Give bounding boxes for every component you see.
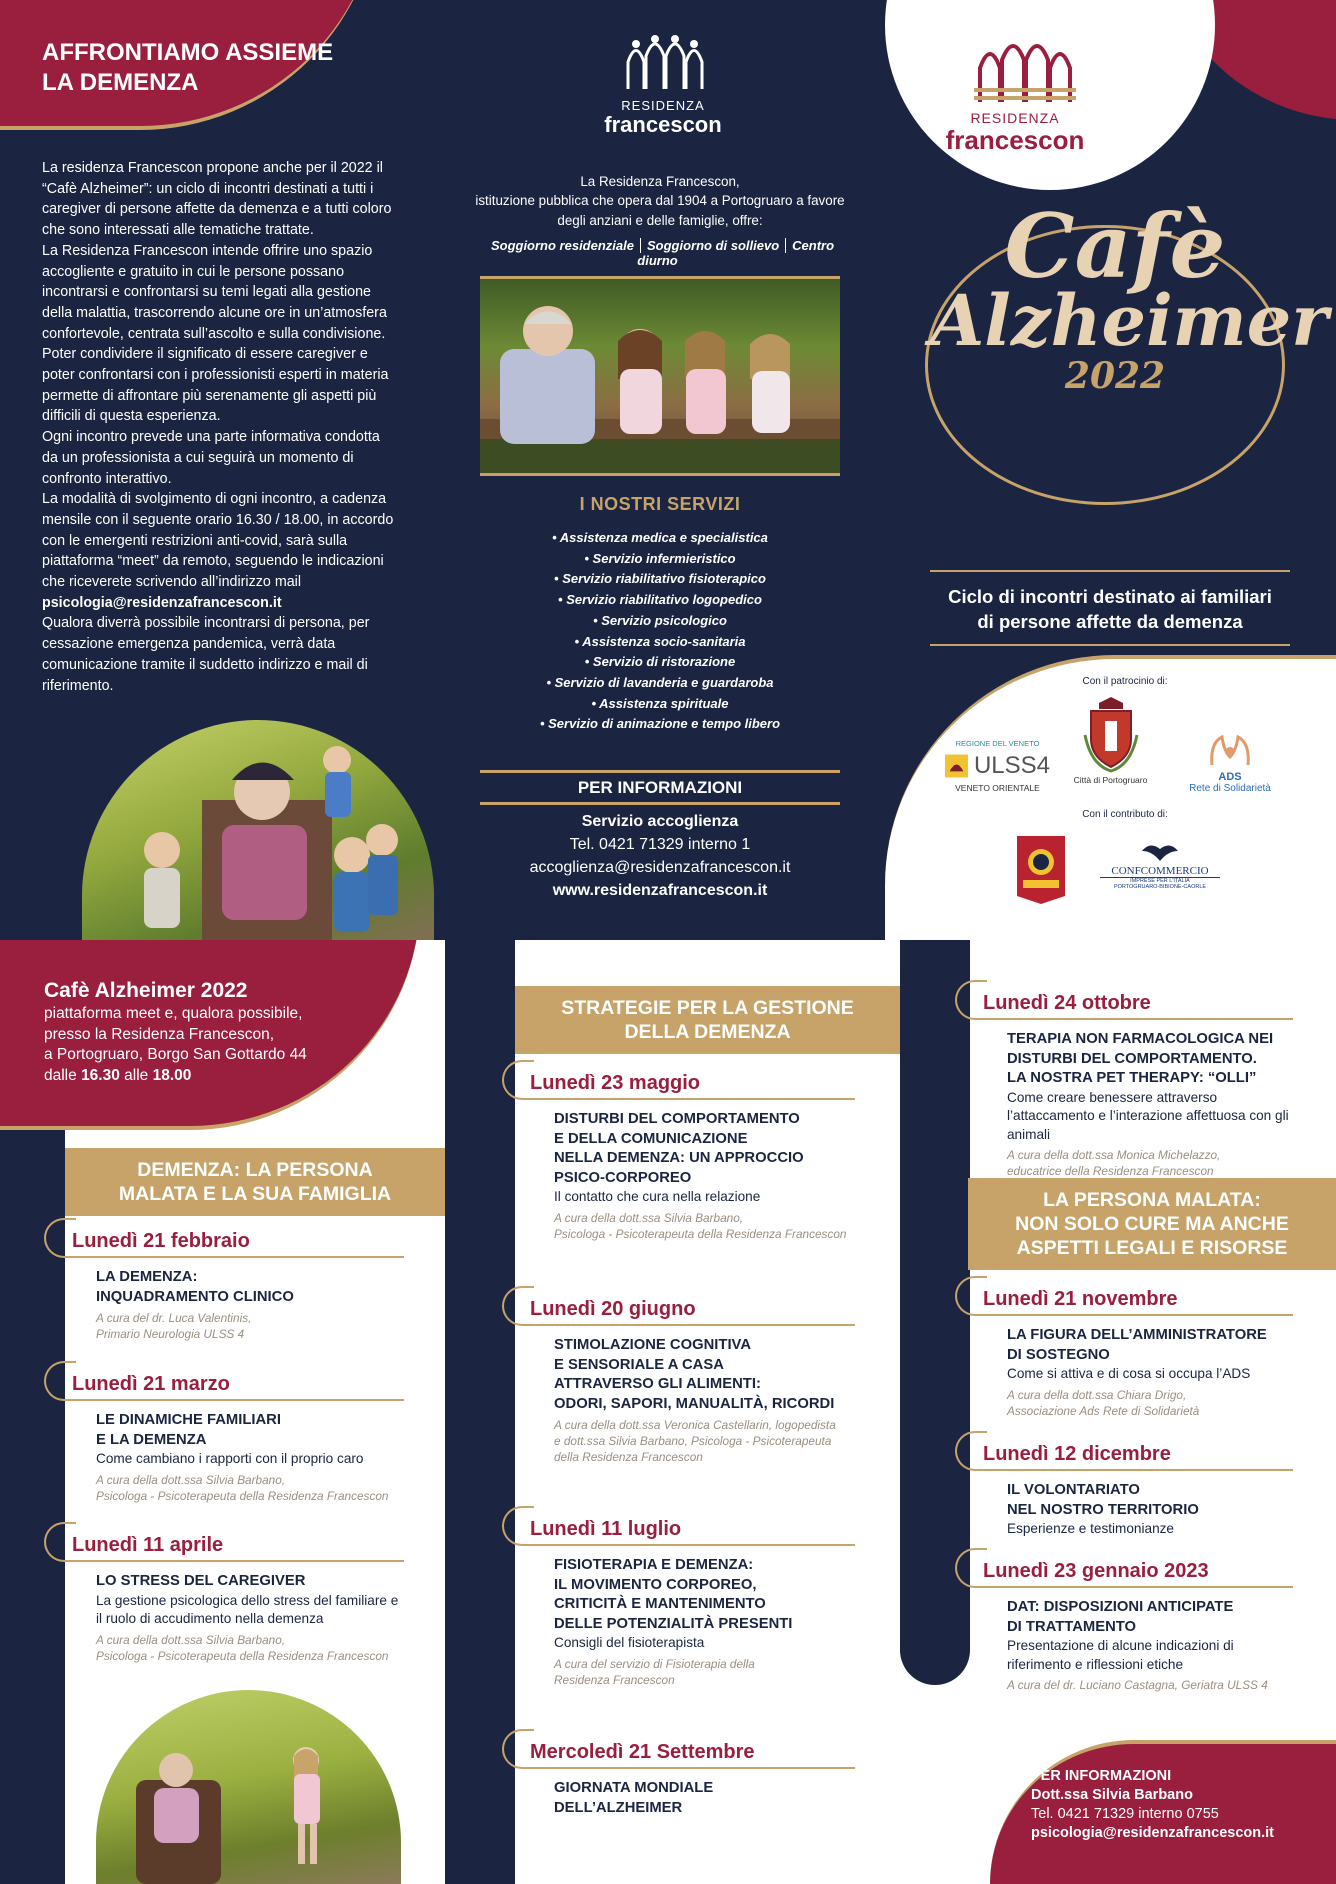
residenza-emblem-icon bbox=[588, 34, 738, 96]
event-24-ottobre bbox=[983, 992, 1293, 1179]
event-credit: A cura del dr. Luca Valentinis, Primario Neurologia ULSS 4 bbox=[96, 1311, 252, 1341]
event-12-dicembre bbox=[983, 1443, 1293, 1539]
hook-decoration bbox=[502, 1286, 534, 1326]
event-11-aprile bbox=[72, 1534, 404, 1664]
event-info: Cafè Alzheimer 2022 piattaforma meet e, qualora possibile, presso la Residenza Francescon, a Portogruaro, Borgo San Gottardo 44 dalle 16.30 alle 18.00 bbox=[44, 979, 307, 1084]
event-subtitle: Come cambiano i rapporti con il proprio caro bbox=[96, 1451, 364, 1466]
event-11-luglio bbox=[530, 1518, 855, 1688]
offer-item: Soggiorno residenziale bbox=[490, 238, 634, 253]
portogruaro-logo: Città di Portogruaro bbox=[1063, 695, 1158, 785]
panel-cover bbox=[885, 0, 1336, 940]
ulss4-logo: REGIONE DEL VENETO ULSS4 VENETO ORIENTALE bbox=[945, 739, 1050, 793]
phone-number[interactable]: Tel. 0421 71329 interno 0755 bbox=[1031, 1806, 1219, 1822]
event-title: PSICO-CORPOREO bbox=[554, 1169, 692, 1186]
service-item: • Servizio riabilitativo logopedico bbox=[558, 592, 762, 608]
event-21-marzo bbox=[72, 1373, 404, 1504]
hands-icon bbox=[1204, 731, 1256, 771]
event-title: GIORNATA MONDIALE bbox=[554, 1780, 714, 1796]
event-date: Mercoledì 21 Settembre bbox=[530, 1741, 855, 1769]
photo-illustration bbox=[480, 279, 840, 473]
event-title: LA NOSTRA PET THERAPY: “OLLI” bbox=[1007, 1070, 1257, 1086]
cycle-description: Ciclo di incontri destinato ai familiari di persone affette da demenza bbox=[930, 570, 1290, 646]
event-title: LO STRESS DEL CAREGIVER bbox=[96, 1573, 306, 1589]
email-link[interactable]: psicologia@residenzafrancescon.it bbox=[1031, 1825, 1274, 1841]
psychology-contact: PER INFORMAZIONI Dott.ssa Silvia Barbano Tel. 0421 71329 interno 0755 psicologia@residenzafrancescon.it bbox=[1031, 1767, 1331, 1843]
services-intro: La Residenza Francescon, istituzione pubblica che opera dal 1904 a Portogruaro a favore degli anziani e delle famiglie, offre: bbox=[475, 174, 845, 228]
hook-decoration bbox=[44, 1218, 76, 1258]
service-item: • Servizio riabilitativo fisioterapico bbox=[554, 571, 766, 587]
event-title: E SENSORIALE A CASA bbox=[554, 1356, 724, 1373]
service-item: • Assistenza socio-sanitaria bbox=[574, 633, 746, 649]
event-20-giugno bbox=[530, 1298, 855, 1465]
event-date: Lunedì 24 ottobre bbox=[983, 992, 1293, 1020]
event-title: ODORI, SAPORI, MANUALITÀ, RICORDI bbox=[554, 1395, 835, 1412]
panel-title: AFFRONTIAMO ASSIEME LA DEMENZA bbox=[42, 39, 334, 96]
event-subtitle: Presentazione di alcune indicazioni di riferimento e riflessioni etiche bbox=[1007, 1638, 1234, 1672]
service-item: • Servizio di ristorazione bbox=[584, 654, 736, 670]
event-subtitle: Consigli del fisioterapista bbox=[554, 1635, 705, 1650]
event-21-settembre bbox=[530, 1741, 855, 1818]
event-credit: A cura del servizio di Fisioterapia della Residenza Francescon bbox=[554, 1656, 755, 1687]
sponsors-panel bbox=[885, 655, 1336, 940]
event-title: DELL’ALZHEIMER bbox=[554, 1799, 683, 1816]
event-subtitle: Come creare benessere attraverso l’attaccamento e l’interazione affettuosa con gli animali bbox=[1007, 1089, 1289, 1142]
service-item: • Servizio psicologico bbox=[593, 612, 727, 628]
event-title: LE DINAMICHE FAMILIARI bbox=[96, 1412, 281, 1428]
offer-list bbox=[470, 238, 850, 268]
event-title: ATTRAVERSO GLI ALIMENTI: bbox=[554, 1376, 761, 1392]
hook-decoration bbox=[44, 1361, 76, 1401]
event-subtitle: Il contatto che cura nella relazione bbox=[554, 1189, 761, 1204]
service-item: • Assistenza spirituale bbox=[591, 695, 729, 711]
eagle-icon bbox=[1140, 839, 1180, 865]
event-title: CRITICITÀ E MANTENIMENTO bbox=[554, 1596, 766, 1612]
event-title: FISIOTERAPIA E DEMENZA: bbox=[554, 1557, 754, 1573]
event-title: STIMOLAZIONE COGNITIVA bbox=[554, 1337, 752, 1353]
event-23-maggio bbox=[530, 1072, 855, 1242]
event-subtitle: La gestione psicologica dello stress del familiare e il ruolo di accudimento nella demenza bbox=[96, 1592, 399, 1626]
intro-email[interactable]: psicologia@residenzafrancescon.it bbox=[42, 594, 282, 611]
event-title: TERAPIA NON FARMACOLOGICA NEI bbox=[1007, 1031, 1274, 1047]
section-title-strategie: STRATEGIE PER LA GESTIONE DELLA DEMENZA bbox=[515, 986, 900, 1054]
event-credit: A cura della dott.ssa Veronica Castellarin, logopedista e dott.ssa Silvia Barbano, Psicologa - Psicoterapeuta della Residenza Francescon bbox=[554, 1418, 836, 1464]
event-title: DELLE POTENZIALITÀ PRESENTI bbox=[554, 1615, 793, 1632]
event-21-novembre bbox=[983, 1288, 1293, 1419]
photo-elder-with-girls-on-bench bbox=[480, 276, 840, 476]
event-credit: A cura del dr. Luciano Castagna, Geriatra ULSS 4 bbox=[1007, 1678, 1268, 1692]
service-item: • Servizio infermieristico bbox=[584, 550, 736, 566]
event-credit: A cura della dott.ssa Silvia Barbano, Psicologa - Psicoterapeuta della Residenza Francescon bbox=[554, 1210, 847, 1241]
lions-logo bbox=[1015, 834, 1067, 906]
section-title-demenza: DEMENZA: LA PERSONA MALATA E LA SUA FAMIGLIA bbox=[65, 1148, 445, 1216]
event-23-gennaio-2023 bbox=[983, 1560, 1293, 1693]
hook-decoration bbox=[955, 1276, 987, 1316]
event-date: Lunedì 21 novembre bbox=[983, 1288, 1293, 1316]
event-credit: A cura della dott.ssa Monica Michelazzo, educatrice della Residenza Francescon bbox=[1007, 1148, 1221, 1178]
event-title: LA FIGURA DELL’AMMINISTRATORE bbox=[1007, 1327, 1267, 1343]
event-subtitle: Esperienze e testimonianze bbox=[1007, 1521, 1174, 1536]
event-date: Lunedì 11 aprile bbox=[72, 1534, 404, 1562]
patronage-label: Con il patrocinio di: bbox=[1082, 676, 1168, 687]
event-title: E LA DEMENZA bbox=[96, 1431, 207, 1448]
event-date: Lunedì 23 gennaio 2023 bbox=[983, 1560, 1293, 1588]
website-link[interactable]: www.residenzafrancescon.it bbox=[552, 882, 768, 899]
event-date: Lunedì 20 giugno bbox=[530, 1298, 855, 1326]
event-title: DISTURBI DEL COMPORTAMENTO. bbox=[1007, 1050, 1257, 1067]
event-title: E DELLA COMUNICAZIONE bbox=[554, 1130, 748, 1147]
event-date: Lunedì 21 marzo bbox=[72, 1373, 404, 1401]
info-heading: PER INFORMAZIONI bbox=[480, 770, 840, 805]
services-title: I NOSTRI SERVIZI bbox=[579, 494, 741, 514]
event-date: Lunedì 21 febbraio bbox=[72, 1230, 404, 1258]
residenza-logo: RESIDENZA francescon bbox=[588, 34, 738, 137]
event-title: NELLA DEMENZA: UN APPROCCIO bbox=[554, 1150, 804, 1166]
service-item: • Assistenza medica e specialistica bbox=[552, 530, 768, 545]
confcommercio-logo: CONFCOMMERCIO IMPRESE PER L'ITALIA PORTOGRUARO-BIBIONE-CAORLE bbox=[1100, 839, 1220, 890]
email-link[interactable]: accoglienza@residenzafrancescon.it bbox=[529, 859, 791, 876]
hook-decoration bbox=[955, 1431, 987, 1471]
residenza-logo: RESIDENZA francescon bbox=[930, 32, 1100, 154]
cafe-alzheimer-title: Cafè Alzheimer 2022 bbox=[930, 194, 1329, 397]
event-title: NEL NOSTRO TERRITORIO bbox=[1007, 1501, 1199, 1518]
city-crest-icon bbox=[1081, 695, 1141, 773]
hook-decoration bbox=[502, 1060, 534, 1100]
event-title: LA DEMENZA: bbox=[96, 1269, 198, 1285]
service-item: • Servizio di lavanderia e guardaroba bbox=[546, 674, 774, 690]
hook-decoration bbox=[502, 1506, 534, 1546]
residenza-emblem-icon bbox=[930, 32, 1100, 110]
event-date: Lunedì 11 luglio bbox=[530, 1518, 855, 1546]
hook-decoration bbox=[502, 1729, 534, 1769]
offer-item: Centro diurno bbox=[637, 238, 835, 268]
contact-info: Servizio accoglienza Tel. 0421 71329 interno 1 accoglienza@residenzafrancescon.it www.residenzafrancescon.it bbox=[470, 810, 850, 902]
event-title: DAT: DISPOSIZIONI ANTICIPATE bbox=[1007, 1599, 1234, 1615]
event-title: DISTURBI DEL COMPORTAMENTO bbox=[554, 1111, 800, 1127]
veneto-lion-icon bbox=[945, 751, 968, 781]
offer-item: Soggiorno di sollievo bbox=[646, 238, 780, 253]
offer-divider bbox=[785, 238, 786, 253]
offer-divider bbox=[640, 238, 641, 253]
ads-logo: ADS Rete di Solidarietà bbox=[1180, 731, 1280, 794]
event-title: DI TRATTAMENTO bbox=[1007, 1618, 1137, 1635]
service-item: • Servizio di animazione e tempo libero bbox=[539, 716, 781, 732]
event-date: Lunedì 23 maggio bbox=[530, 1072, 855, 1100]
event-credit: A cura della dott.ssa Chiara Drigo, Associazione Ads Rete di Solidarietà bbox=[1007, 1387, 1200, 1418]
intro-text: La residenza Francescon propone anche per il 2022 il “Cafè Alzheimer”: un ciclo di incontri destinati a tutti i caregiver di persone affette da demenza e a tutti coloro che sono interessati alle tematiche trattate. La Residenza Francescon intende offrire uno spazio accogliente e gratuito in cui le persone possano incontrarsi e confrontarsi su temi legati alla gestione della malattia, trascorrendo alcune ore in un’atmosfera confortevole, centrata sull’ascolto e sulla condivisione. Poter condividere il significato di essere caregiver e poter confrontarsi con i professionisti esperti in materia permette di affrontare più serenamente gli aspetti più difficili di questa esperienza. Ogni incontro prevede una parte informativa condotta da un professionista a cui seguirà un momento di confronto interattivo. La modalità di svolgimento di ogni incontro, a cadenza mensile con il seguente orario 16.30 / 18.00, in accordo con le emergenti restrizioni anti-covid, sarà sulla piattaforma “meet” da remoto, seguendo le indicazioni che riceverete scrivendo all’indirizzo mail psicologia@residenzafrancescon.it Qualora diverrà possibile incontrarsi di persona, per cessazione emergenza pandemica, verrà data comunicazione tramite il suddetto indirizzo e mail di riferimento. bbox=[42, 158, 397, 696]
event-title: IL VOLONTARIATO bbox=[1007, 1482, 1140, 1498]
section-title-persona-malata: LA PERSONA MALATA: NON SOLO CURE MA ANCHE ASPETTI LEGALI E RISORSE bbox=[968, 1178, 1336, 1270]
event-title: DI SOSTEGNO bbox=[1007, 1346, 1110, 1363]
hook-decoration bbox=[955, 1548, 987, 1588]
event-credit: A cura della dott.ssa Silvia Barbano, Psicologa - Psicoterapeuta della Residenza Francescon bbox=[96, 1472, 389, 1503]
event-title: INQUADRAMENTO CLINICO bbox=[96, 1288, 294, 1305]
hook-decoration bbox=[44, 1522, 76, 1562]
lions-banner-icon bbox=[1015, 834, 1067, 906]
hook-decoration bbox=[955, 980, 987, 1020]
event-title: IL MOVIMENTO CORPOREO, bbox=[554, 1576, 757, 1593]
event-credit: A cura della dott.ssa Silvia Barbano, Psicologa - Psicoterapeuta della Residenza Francescon bbox=[96, 1632, 389, 1663]
event-21-febbraio bbox=[72, 1230, 404, 1342]
contribution-label: Con il contributo di: bbox=[1082, 809, 1168, 820]
event-subtitle: Come si attiva e di cosa si occupa l’ADS bbox=[1007, 1366, 1251, 1381]
phone-number[interactable]: Tel. 0421 71329 interno 1 bbox=[569, 836, 751, 853]
services-list bbox=[470, 528, 850, 735]
event-date: Lunedì 12 dicembre bbox=[983, 1443, 1293, 1471]
